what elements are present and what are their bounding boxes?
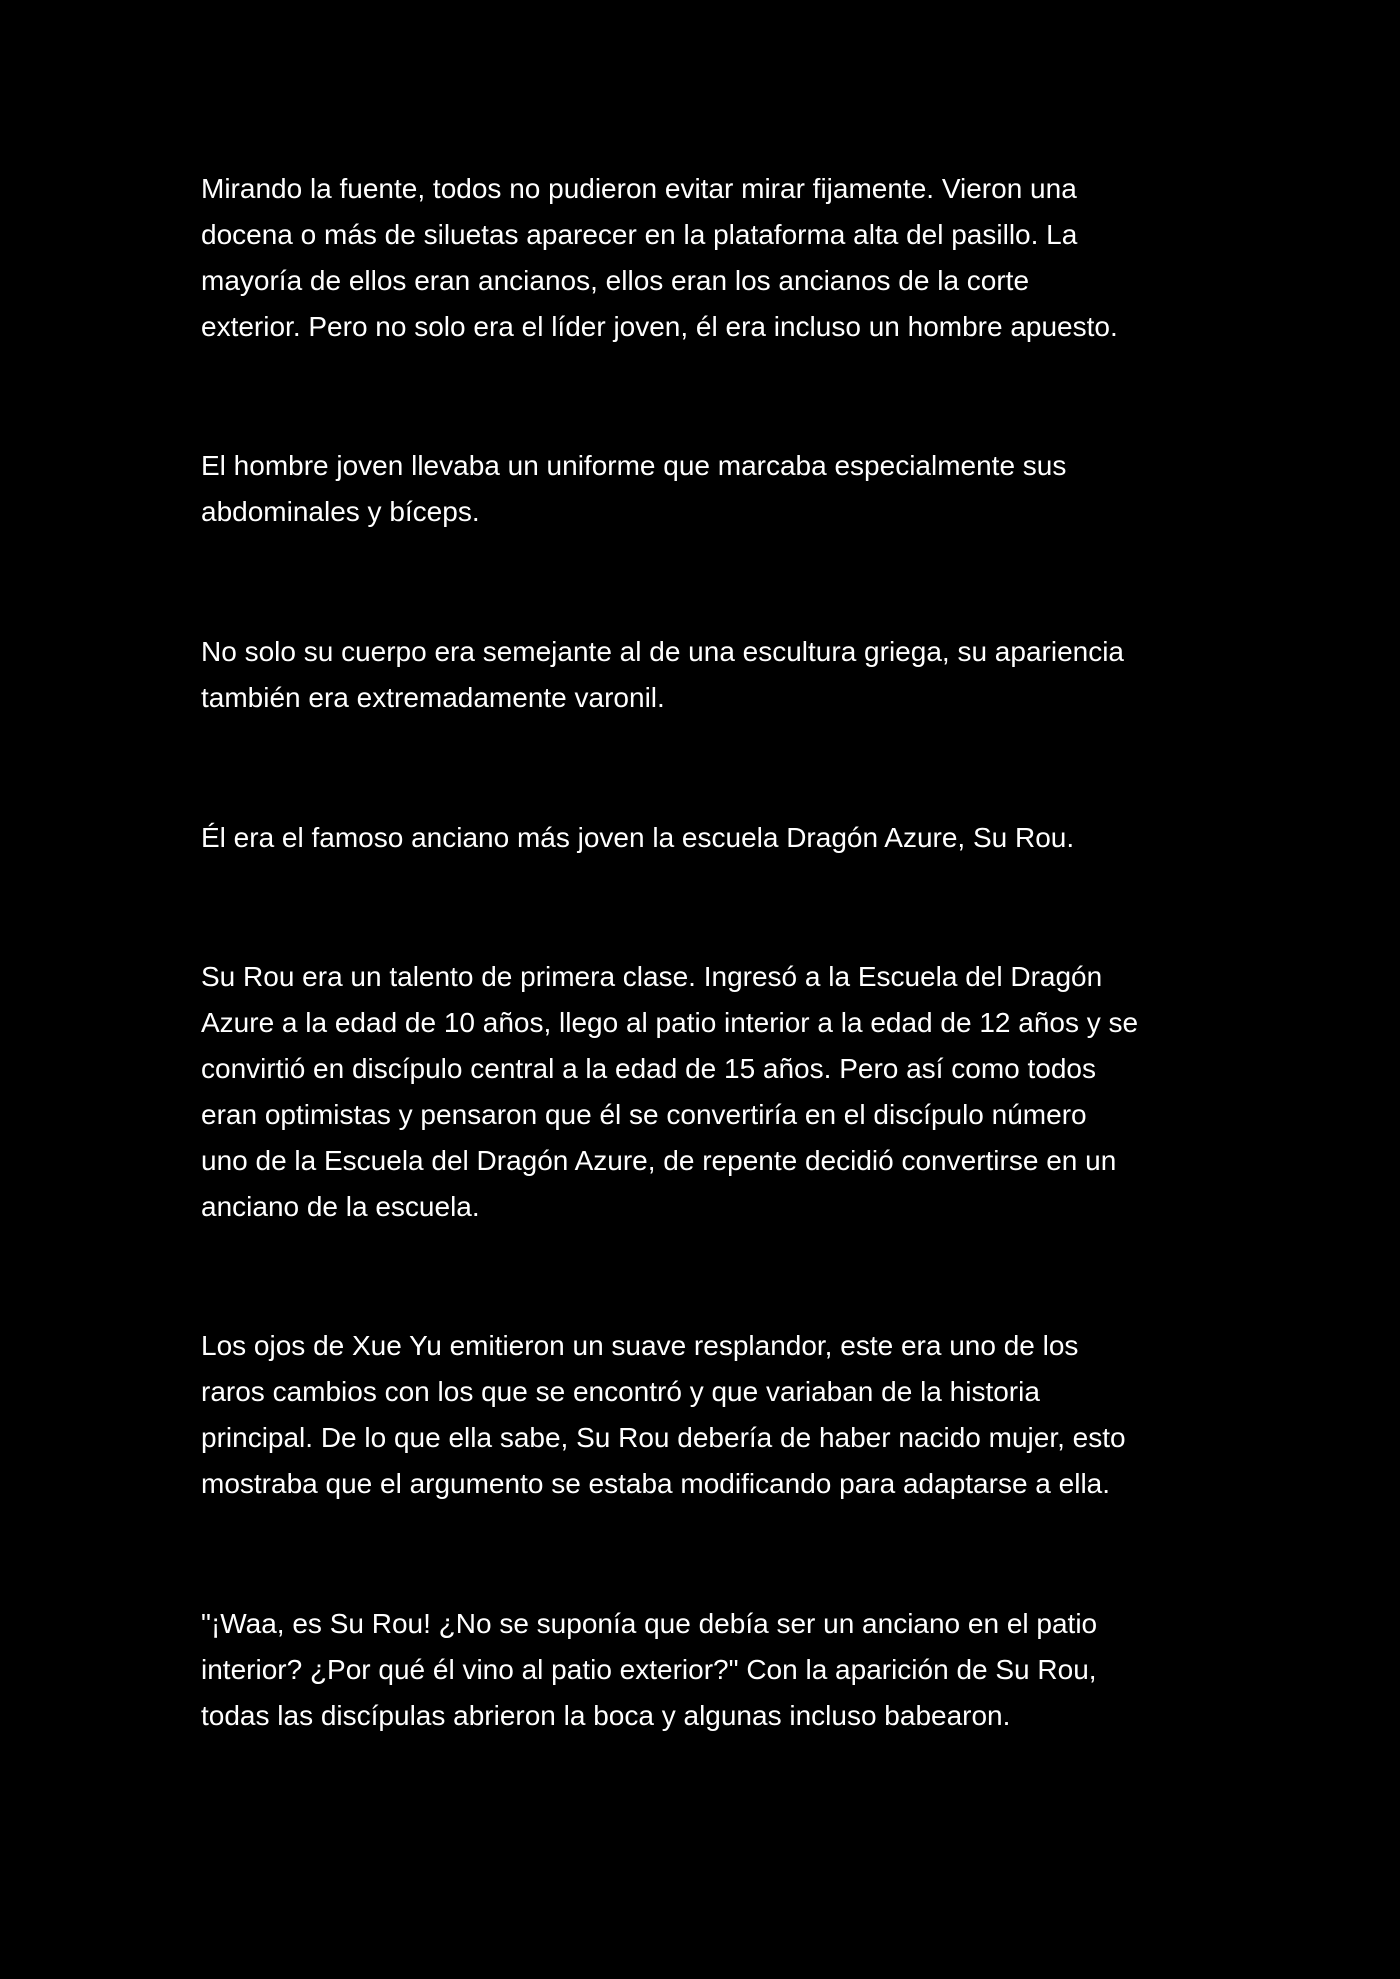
text-line: mayoría de ellos eran ancianos, ellos eran los ancianos de la corte bbox=[201, 265, 1030, 296]
text-line: docena o más de siluetas aparecer en la plataforma alta del pasillo. La bbox=[201, 219, 1078, 250]
text-line: anciano de la escuela. bbox=[201, 1191, 480, 1222]
text-line: Su Rou era un talento de primera clase. Ingresó a la Escuela del Dragón bbox=[201, 961, 1103, 992]
text-line: El hombre joven llevaba un uniforme que marcaba especialmente sus bbox=[201, 450, 1067, 481]
text-line: principal. De lo que ella sabe, Su Rou debería de haber nacido mujer, esto bbox=[201, 1422, 1126, 1453]
text-line: Los ojos de Xue Yu emitieron un suave resplandor, este era uno de los bbox=[201, 1330, 1079, 1361]
text-line: eran optimistas y pensaron que él se convertiría en el discípulo número bbox=[201, 1099, 1087, 1130]
text-line: abdominales y bíceps. bbox=[201, 496, 480, 527]
text-line: convirtió en discípulo central a la edad de 15 años. Pero así como todos bbox=[201, 1053, 1096, 1084]
text-line: interior? ¿Por qué él vino al patio exterior?" Con la aparición de Su Rou, bbox=[201, 1654, 1097, 1685]
paragraph bbox=[201, 443, 1211, 535]
paragraph bbox=[201, 629, 1211, 721]
text-line: "¡Waa, es Su Rou! ¿No se suponía que debía ser un anciano en el patio bbox=[201, 1608, 1098, 1639]
text-line: Azure a la edad de 10 años, llego al patio interior a la edad de 12 años y se bbox=[201, 1007, 1139, 1038]
paragraph bbox=[201, 815, 1211, 861]
paragraph bbox=[201, 166, 1211, 350]
paragraph bbox=[201, 1323, 1211, 1507]
text-line: exterior. Pero no solo era el líder joven, él era incluso un hombre apuesto. bbox=[201, 311, 1118, 342]
paragraph bbox=[201, 954, 1211, 1230]
text-line: No solo su cuerpo era semejante al de una escultura griega, su apariencia bbox=[201, 636, 1125, 667]
paragraph bbox=[201, 1601, 1211, 1739]
text-line: también era extremadamente varonil. bbox=[201, 682, 665, 713]
text-line: todas las discípulas abrieron la boca y algunas incluso babearon. bbox=[201, 1700, 1011, 1731]
text-line: raros cambios con los que se encontró y que variaban de la historia bbox=[201, 1376, 1040, 1407]
text-line: mostraba que el argumento se estaba modificando para adaptarse a ella. bbox=[201, 1468, 1111, 1499]
text-line: Él era el famoso anciano más joven la escuela Dragón Azure, Su Rou. bbox=[201, 822, 1075, 853]
text-line: uno de la Escuela del Dragón Azure, de repente decidió convertirse en un bbox=[201, 1145, 1117, 1176]
text-line: Mirando la fuente, todos no pudieron evitar mirar fijamente. Vieron una bbox=[201, 173, 1077, 204]
